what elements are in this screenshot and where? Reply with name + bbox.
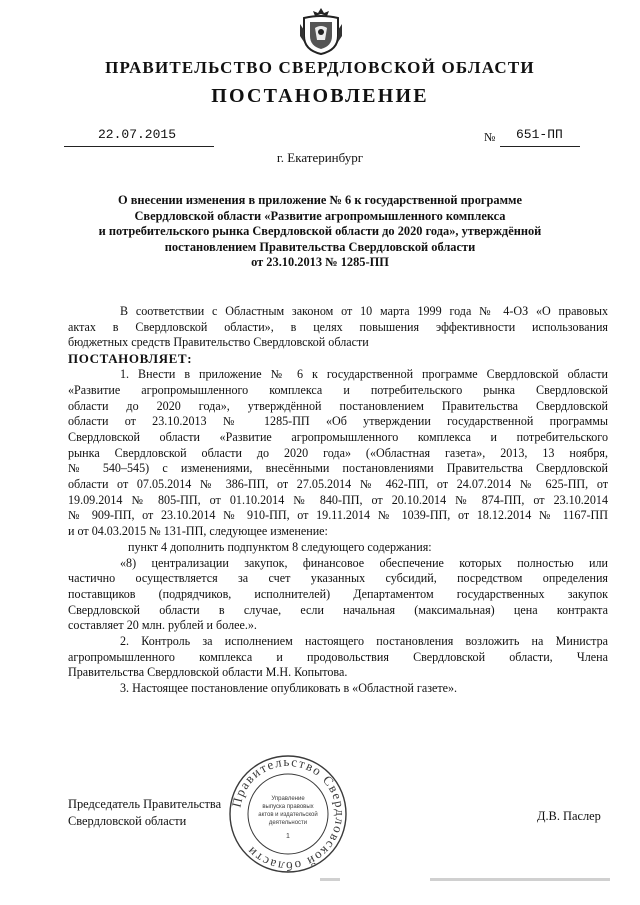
item-2 <box>68 634 608 681</box>
print-footer <box>0 878 640 890</box>
document-subject <box>60 193 580 271</box>
text-line: Свердловской области «Развитие агропромышленного комплекса и потребительского <box>68 429 608 444</box>
text-line: В соответствии с Областным законом от 10 марта 1999 года № 4-ОЗ «О правовых <box>120 304 608 318</box>
text-line: составляет 20 млн. рублей и более.». <box>68 618 257 633</box>
text-line: области от 07.05.2014 № 386-ПП, от 27.05.2014 № 462-ПП, от 24.07.2014 № 625-ПП, от <box>68 477 608 492</box>
text-line: № 909-ПП, от 23.10.2014 № 910-ПП, от 19.11.2014 № 1039-ПП, от 18.12.2014 № 1167-ПП <box>68 508 608 523</box>
text-line: № 540–545) с изменениями, внесёнными постановлениями Правительства Свердловской <box>68 461 608 476</box>
text-line: 19.09.2014 № 805-ПП, от 01.10.2014 № 840-ПП, от 20.10.2014 № 874-ПП, от 23.10.2014 <box>68 492 608 507</box>
seal-center-line: актов и издательской <box>258 812 318 818</box>
document-body <box>68 304 608 697</box>
footer-mark <box>430 878 610 881</box>
government-name: ПРАВИТЕЛЬСТВО СВЕРДЛОВСКОЙ ОБЛАСТИ <box>105 58 535 77</box>
seal-center-line: выпуска правовых <box>262 804 314 810</box>
text-line: 2. Контроль за исполнением настоящего постановления возложить на Министра <box>120 634 608 649</box>
subject-line: Свердловской области «Развитие агропромышленного комплекса <box>134 208 506 223</box>
coat-of-arms-icon <box>298 6 344 56</box>
signatory-position <box>68 796 221 830</box>
subject-line: от 23.10.2013 № 1285-ПП <box>251 255 389 270</box>
text-line: Правительства Свердловской области М.Н. Копытова. <box>68 665 348 680</box>
signatory-name: Д.В. Паслер <box>537 809 601 823</box>
item-1-subitem: пункт 4 дополнить подпунктом 8 следующего содержания: <box>128 539 432 554</box>
number-sign: № <box>484 130 496 144</box>
text-line: поставщиков (подрядчиков, исполнителей) Департаментом государственных закупок <box>68 586 608 601</box>
seal-center-line: Управление <box>271 796 305 802</box>
seal-ring-text: Правительство Свердловской области <box>228 753 349 875</box>
item-1 <box>68 367 608 540</box>
subject-line: постановлением Правительства Свердловской области <box>164 239 476 254</box>
text-line: области от 23.10.2013 № 1285-ПП «Об утверждении государственной программы <box>68 414 608 429</box>
document-kind: ПОСТАНОВЛЕНИЕ <box>211 85 429 107</box>
text-line: частично осуществляется за счет указанных субсидий, посредством определения <box>68 571 608 586</box>
decree-word: ПОСТАНОВЛЯЕТ: <box>68 351 193 367</box>
seal-center-line: деятельности <box>268 820 308 826</box>
text-line: актах в Свердловской области», в целях повышения эффективности использования <box>68 319 608 334</box>
text-line: «8) централизации закупок, финансовое обеспечение которых полностью или <box>120 555 608 570</box>
position-line: Свердловской области <box>68 814 187 828</box>
item-3: 3. Настоящее постановление опубликовать в «Областной газете». <box>120 681 458 696</box>
position-line: Председатель Правительства <box>68 797 222 811</box>
text-line: и от 04.03.2015 № 131-ПП, следующее изменение: <box>68 524 328 539</box>
seal-number: 1 <box>286 833 290 840</box>
text-line: области до 2020 года», утверждённой постановлением Правительства Свердловской <box>68 398 608 413</box>
official-seal-icon <box>226 752 350 876</box>
text-line: рынка Свердловской области до 2020 года» («Областная газета», 2013, 13 ноября, <box>68 445 608 460</box>
document-number: 651-ПП <box>516 127 563 142</box>
subpoint-8 <box>68 556 608 635</box>
subject-line: О внесении изменения в приложение № 6 к государственной программе <box>118 193 522 207</box>
preamble <box>68 304 608 351</box>
document-date: 22.07.2015 <box>98 127 177 142</box>
text-line: «Развитие агропромышленного комплекса и потребительского рынка Свердловской <box>68 382 608 397</box>
document-city: г. Екатеринбург <box>276 150 364 165</box>
text-line: бюджетных средств Правительство Свердловской области <box>68 335 369 350</box>
subject-line: и потребительского рынка Свердловской области до 2020 года», утверждённой <box>98 224 542 239</box>
footer-mark <box>320 878 340 881</box>
text-line: агропромышленного комплекса и продовольствия Свердловской области, Члена <box>68 649 608 664</box>
text-line: Свердловской области в случае, если начальная (максимальная) цена контракта <box>68 602 608 617</box>
text-line: 1. Внести в приложение № 6 к государственной программе Свердловской области <box>120 367 608 382</box>
